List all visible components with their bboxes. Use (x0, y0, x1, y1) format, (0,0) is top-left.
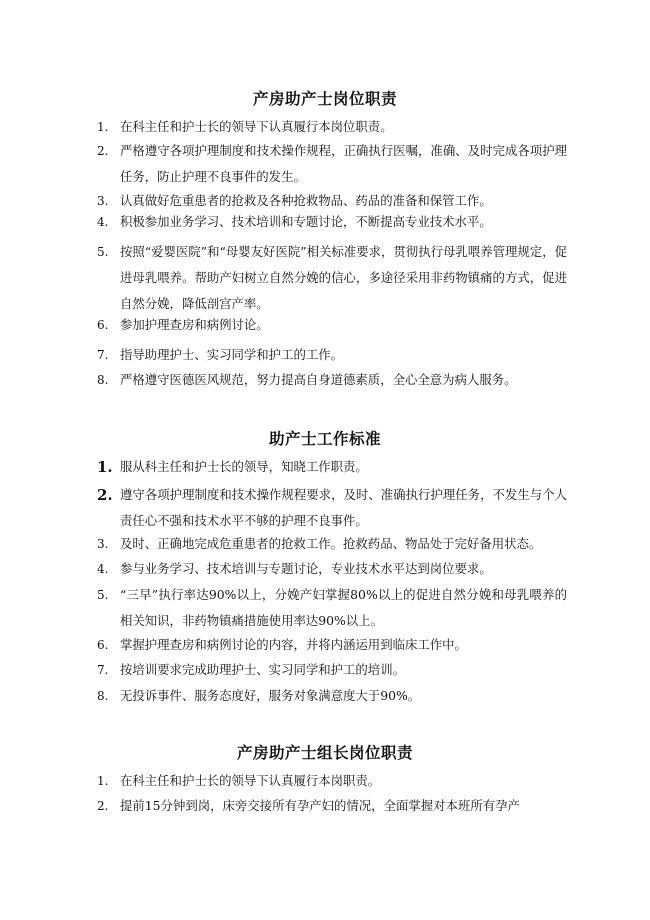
item-text: 参加护理查房和病例讨论。 (120, 317, 269, 332)
item-number: 4. (97, 215, 109, 229)
section-title-team-leader: 产房助产士组长岗位职责 (236, 743, 413, 762)
list-item (97, 657, 567, 683)
item-text: 无投诉事件、服务态度好，服务对象满意度大于90%。 (120, 688, 421, 703)
list-item (97, 114, 567, 140)
item-number: 7. (97, 348, 109, 362)
item-number: 6. (97, 638, 109, 652)
item-number: 8. (97, 689, 109, 703)
item-number: 3. (97, 194, 109, 208)
list-item (97, 138, 567, 190)
item-number: 4. (97, 562, 109, 576)
section-title-standards: 助产士工作标准 (268, 429, 381, 448)
item-number: 7. (97, 663, 109, 677)
item-text: 严格遵守各项护理制度和技术操作规程，正确执行医嘱，准确、及时完成各项护理任务，防止护理不良事件的发生。 (120, 143, 567, 184)
item-text: 提前15分钟到岗，床旁交接所有孕产妇的情况，全面掌握对本班所有孕产 (120, 798, 520, 813)
item-text: 服从科主任和护士长的领导，知晓工作职责。 (120, 459, 368, 474)
item-number: 1. (97, 774, 109, 788)
section-title-duties: 产房助产士岗位职责 (252, 89, 397, 108)
item-number: 6. (97, 318, 109, 332)
item-number: 5. (97, 245, 109, 259)
list-item (97, 582, 567, 634)
item-number: 1. (97, 120, 109, 134)
list-item (97, 793, 567, 819)
item-number: 5. (97, 588, 109, 602)
item-text: 积极参加业务学习、技术培训和专题讨论，不断提高专业技术水平。 (120, 214, 492, 229)
item-text: 遵守各项护理制度和技术操作规程要求，及时、准确执行护理任务，不发生与个人责任心不强和技术水平不够的护理不良事件。 (120, 487, 567, 528)
item-number: 3. (97, 537, 109, 551)
item-text: 在科主任和护士长的领导下认真履行本岗位职责。 (120, 119, 393, 134)
item-text: 按照“爱婴医院”和“母婴友好医院”相关标准要求，贯彻执行母乳喂养管理规定，促进母乳喂养。帮助产妇树立自然分娩的信心，多途径采用非药物镇痛的方式，促进自然分娩，降低剖宫产率。 (120, 244, 567, 311)
list-item (97, 556, 567, 582)
item-number: 2. (97, 144, 109, 158)
item-number: 2. (97, 799, 109, 813)
list-item (97, 312, 567, 338)
item-text: 指导助理护士、实习同学和护工的工作。 (120, 347, 344, 362)
item-text: 及时、正确地完成危重患者的抢救工作。抢救药品、物品处于完好备用状态。 (120, 536, 542, 551)
list-item (97, 367, 567, 393)
item-number: 1. (97, 458, 113, 476)
list-item (97, 768, 567, 794)
item-text: 严格遵守医德医风规范，努力提高自身道德素质，全心全意为病人服务。 (120, 372, 517, 387)
item-text: 参与业务学习、技术培训与专题讨论，专业技术水平达到岗位要求。 (120, 561, 492, 576)
item-text: 按培训要求完成助理护士、实习同学和护工的培训。 (120, 662, 405, 677)
item-number: 8. (97, 373, 109, 387)
item-text: “三早”执行率达90%以上，分娩产妇掌握80%以上的促进自然分娩和母乳喂养的相关知识，非药物镇痛措施使用率达90%以上。 (120, 587, 567, 628)
item-number: 2. (97, 486, 113, 504)
list-item (97, 482, 567, 534)
item-text: 认真做好危重患者的抢救及各种抢救物品、药品的准备和保管工作。 (120, 193, 492, 208)
list-item (97, 531, 567, 557)
list-item (97, 632, 567, 658)
list-item (97, 683, 567, 709)
list-item (97, 239, 567, 317)
list-item (97, 342, 567, 368)
item-text: 在科主任和护士长的领导下认真履行本岗职责。 (120, 773, 381, 788)
list-item (97, 209, 567, 235)
list-item (97, 454, 567, 480)
item-text: 掌握护理查房和病例讨论的内容，并将内涵运用到临床工作中。 (120, 637, 467, 652)
